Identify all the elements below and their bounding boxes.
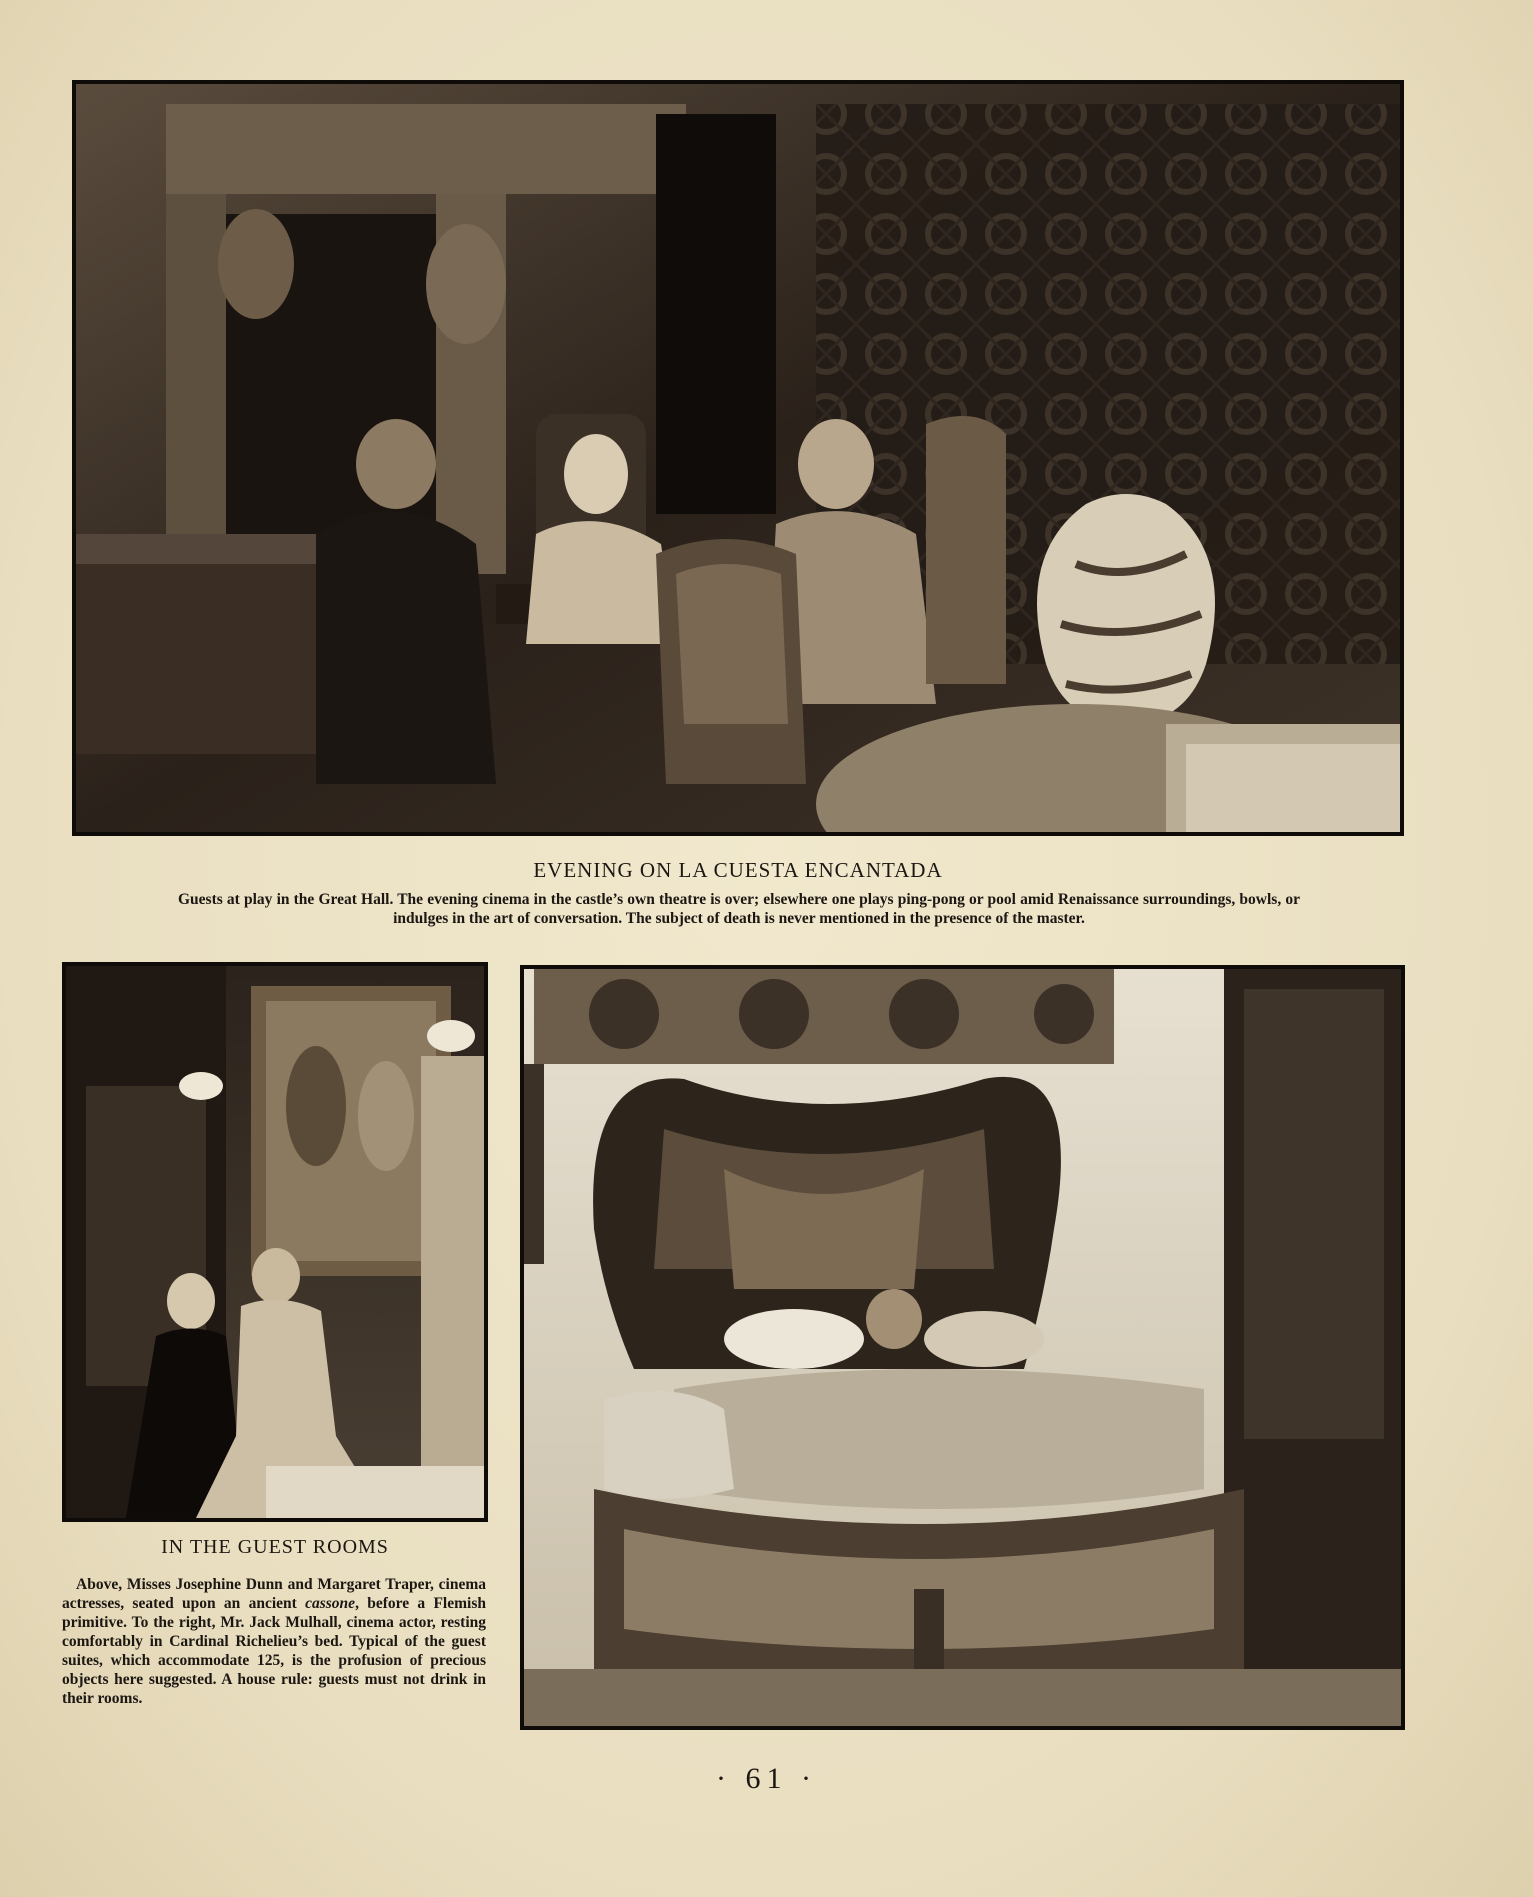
guest-rooms-caption-italic: cassone <box>305 1595 356 1612</box>
richelieu-bed-photo <box>520 965 1405 1730</box>
great-hall-photo-image <box>76 84 1400 832</box>
actresses-photo <box>62 962 488 1522</box>
guest-rooms-caption-start: Above, Misses Josephine Dunn and Margaret Traper, cinema actresses, seated upon an ancient <box>62 1576 486 1612</box>
guest-rooms-caption <box>62 1575 486 1708</box>
page-number: · 61 · <box>716 1762 817 1795</box>
top-photo-title: EVENING ON LA CUESTA ENCANTADA <box>533 858 943 882</box>
guest-rooms-title: IN THE GUEST ROOMS <box>161 1536 389 1558</box>
guest-rooms-caption-end: , before a Flemish primitive. To the right, Mr. Jack Mulhall, cinema actor, resting comfortably in Cardinal Richelieu’s bed. Typical of the guest suites, which accommodate 125, is the profusion of precious objects here suggested. A house rule: guests must not drink in their rooms. <box>62 1595 486 1707</box>
top-photo-caption: Guests at play in the Great Hall. The evening cinema in the castle’s own theatre is over; elsewhere one plays ping-pong or pool amid Renaissance surroundings, bowls, or indulges in the art of conversation. The subject of death is never mentioned in the presence of the master. <box>178 891 1300 927</box>
richelieu-bed-photo-image <box>524 969 1401 1726</box>
actresses-photo-image <box>66 966 484 1518</box>
great-hall-photo <box>72 80 1404 836</box>
